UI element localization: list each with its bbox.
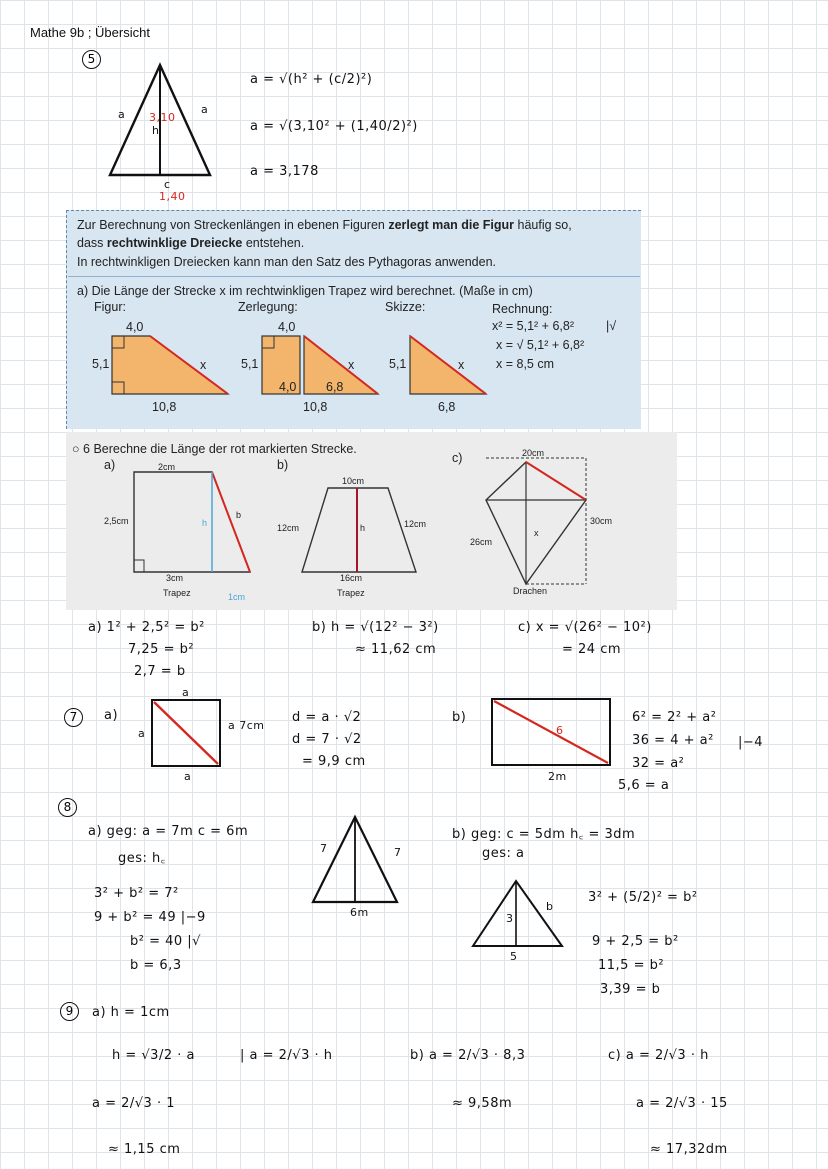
skizze-dim-bottom: 6,8 — [438, 400, 456, 414]
task7-a-label: a) — [104, 708, 119, 723]
triangle-label-c: c — [164, 178, 171, 191]
task-number-7: 7 — [64, 708, 83, 727]
task8-triangle-b — [470, 878, 566, 948]
task7-a-line2: d = 7 · √2 — [292, 732, 362, 747]
task8-b-sought: ges: a — [482, 846, 525, 861]
zerlegung-dim-part1: 4,0 — [279, 380, 297, 394]
task8-a-line3: b² = 40 |√ — [130, 934, 201, 949]
task7-b-line4: 5,6 = a — [618, 778, 670, 793]
ex6b-trapezoid — [300, 486, 418, 574]
task-number-5: 5 — [82, 50, 101, 69]
triangle-label-a-left: a — [118, 108, 126, 121]
task7-b-line1: 6² = 2² + a² — [632, 710, 717, 725]
zerlegung-dim-part2: 6,8 — [326, 380, 344, 394]
task8-a-given: a) geg: a = 7m c = 6m — [88, 824, 249, 839]
ex6c-top: 20cm — [522, 448, 545, 458]
task8-a-sought: ges: h꜀ — [118, 851, 166, 866]
ex6-sol-a3: 2,7 = b — [134, 664, 186, 679]
task7-square — [150, 698, 222, 768]
task-number-9: 9 — [60, 1002, 79, 1021]
task9-a-line1: a = 2/√3 · 1 — [92, 1096, 175, 1111]
ex6a-trapezoid — [132, 470, 252, 574]
ex6-sol-a2: 7,25 = b² — [128, 642, 195, 657]
example-title: a) Die Länge der Strecke x im rechtwinkligen Trapez wird berechnet. (Maße in cm) — [77, 284, 533, 298]
figur-dim-bottom: 10,8 — [152, 400, 177, 414]
page-title: Mathe 9b ; Übersicht — [30, 25, 150, 40]
ex6a-extra: 1cm — [228, 592, 246, 602]
isosceles-triangle-figure — [100, 60, 220, 190]
ex6-sol-c1: c) x = √(26² − 10²) — [518, 620, 652, 635]
box-divider — [68, 276, 640, 277]
ex6b-left: 12cm — [277, 523, 300, 533]
task8-a-line4: b = 6,3 — [130, 958, 182, 973]
ex6b-right: 12cm — [404, 519, 427, 529]
ex6b-caption: Trapez — [337, 588, 365, 598]
task8-b-line2: 9 + 2,5 = b² — [592, 934, 679, 949]
ex6a-label: a) — [104, 458, 116, 472]
ex6a-bottom: 3cm — [166, 573, 184, 583]
tri-a-base: 6m — [350, 906, 369, 919]
value-h: 3,10 — [149, 111, 176, 124]
zerlegung-dim-side: 5,1 — [241, 357, 259, 371]
tri-a-side-right: 7 — [394, 846, 402, 859]
ex6c-right: 30cm — [590, 516, 613, 526]
ex6-sol-c2: = 24 cm — [562, 642, 622, 657]
tri-b-base: 5 — [510, 950, 518, 963]
task7-a-line1: d = a · √2 — [292, 710, 362, 725]
zerlegung-dim-bottom: 10,8 — [303, 400, 328, 414]
ex6-sol-b2: ≈ 11,62 cm — [355, 642, 437, 657]
task9-formula-h: h = √3/2 · a — [112, 1048, 195, 1063]
task9-b-line2: ≈ 9,58m — [452, 1096, 513, 1111]
ex6c-x: x — [534, 528, 539, 538]
task8-b-line3: 11,5 = b² — [598, 958, 665, 973]
task9-a-given: a) h = 1cm — [92, 1005, 170, 1020]
triangle-label-h: h — [152, 124, 160, 137]
task9-c-line1: c) a = 2/√3 · h — [608, 1048, 709, 1063]
task9-a-line2: ≈ 1,15 cm — [108, 1142, 181, 1157]
task9-c-line2: a = 2/√3 · 15 — [636, 1096, 728, 1111]
ex6c-label: c) — [452, 451, 463, 465]
task8-triangle-a — [310, 814, 400, 906]
calc-note: |√ — [606, 319, 617, 333]
task7-b-note: |−4 — [738, 735, 764, 750]
calc-line-1: x² = 5,1² + 6,8² — [492, 319, 574, 333]
triangle-label-a-right: a — [201, 103, 209, 116]
square-side-right: a 7cm — [228, 719, 265, 732]
ex6a-b: b — [236, 510, 242, 520]
zerlegung-x: x — [348, 358, 355, 372]
ex6c-caption: Drachen — [513, 586, 548, 596]
task5-formula-1: a = √(h² + (c/2)²) — [250, 72, 373, 87]
task8-b-line4: 3,39 = b — [600, 982, 661, 997]
task5-result: a = 3,178 — [250, 164, 319, 179]
rect-diag-label: 6 — [556, 724, 564, 737]
ex6b-top: 10cm — [342, 476, 365, 486]
intro-line-3: In rechtwinkligen Dreiecken kann man den Satz des Pythagoras anwenden. — [77, 255, 497, 269]
decomposition-figure — [260, 334, 380, 396]
calc-line-2: x = √ 5,1² + 6,8² — [496, 338, 585, 352]
tri-a-side-left: 7 — [320, 842, 328, 855]
ex6b-bottom: 16cm — [340, 573, 363, 583]
ex6b-h: h — [360, 523, 366, 533]
ex6-sol-a1: a) 1² + 2,5² = b² — [88, 620, 205, 635]
zerlegung-dim-top: 4,0 — [278, 320, 296, 334]
ex6b-label: b) — [277, 458, 289, 472]
task5-formula-2: a = √(3,10² + (1,40/2)²) — [250, 119, 418, 134]
sketch-triangle — [408, 334, 488, 396]
task8-b-given: b) geg: c = 5dm h꜀ = 3dm — [452, 827, 636, 842]
task9-c-line3: ≈ 17,32dm — [650, 1142, 728, 1157]
tri-b-side: b — [546, 900, 554, 913]
task7-b-line3: 32 = a² — [632, 756, 685, 771]
task9-formula-a: | a = 2/√3 · h — [240, 1048, 333, 1063]
ex6a-top: 2cm — [158, 462, 176, 472]
square-side-bottom: a — [184, 770, 192, 783]
col-figur: Figur: — [94, 300, 126, 314]
rect-side-label: 2m — [548, 770, 567, 783]
task8-a-line1: 3² + b² = 7² — [94, 886, 179, 901]
ex6-sol-b1: b) h = √(12² − 3²) — [312, 620, 439, 635]
exercise-6-title: ○ 6 Berechne die Länge der rot markierten Strecke. — [72, 442, 357, 456]
col-skizze: Skizze: — [385, 300, 426, 314]
task7-b-label: b) — [452, 710, 467, 725]
figur-dim-top: 4,0 — [126, 320, 144, 334]
square-side-top: a — [182, 686, 190, 699]
value-c: 1,40 — [159, 190, 186, 203]
task8-b-line1: 3² + (5/2)² = b² — [588, 890, 698, 905]
task-number-8: 8 — [58, 798, 77, 817]
figur-dim-side: 5,1 — [92, 357, 110, 371]
skizze-dim-side: 5,1 — [389, 357, 407, 371]
skizze-x: x — [458, 358, 465, 372]
intro-line-1: Zur Berechnung von Streckenlängen in ebenen Figuren zerlegt man die Figur häufig so, — [77, 218, 572, 232]
col-zerlegung: Zerlegung: — [238, 300, 298, 314]
ex6a-h: h — [202, 518, 208, 528]
task7-a-line3: = 9,9 cm — [302, 754, 366, 769]
task7-b-line2: 36 = 4 + a² — [632, 733, 714, 748]
ex6a-side: 2,5cm — [104, 516, 129, 526]
ex6c-left: 26cm — [470, 537, 493, 547]
calc-line-3: x = 8,5 cm — [496, 357, 555, 371]
ex6c-kite — [484, 456, 594, 586]
trapezoid-figure — [110, 334, 230, 396]
tri-b-h: 3 — [506, 912, 514, 925]
task7-rectangle — [490, 697, 612, 767]
ex6a-caption: Trapez — [163, 588, 191, 598]
task9-b-line1: b) a = 2/√3 · 8,3 — [410, 1048, 526, 1063]
square-side-left: a — [138, 727, 146, 740]
task8-a-line2: 9 + b² = 49 |−9 — [94, 910, 206, 925]
figur-x: x — [200, 358, 207, 372]
intro-line-2: dass rechtwinklige Dreiecke entstehen. — [77, 236, 305, 250]
col-rechnung: Rechnung: — [492, 302, 553, 316]
